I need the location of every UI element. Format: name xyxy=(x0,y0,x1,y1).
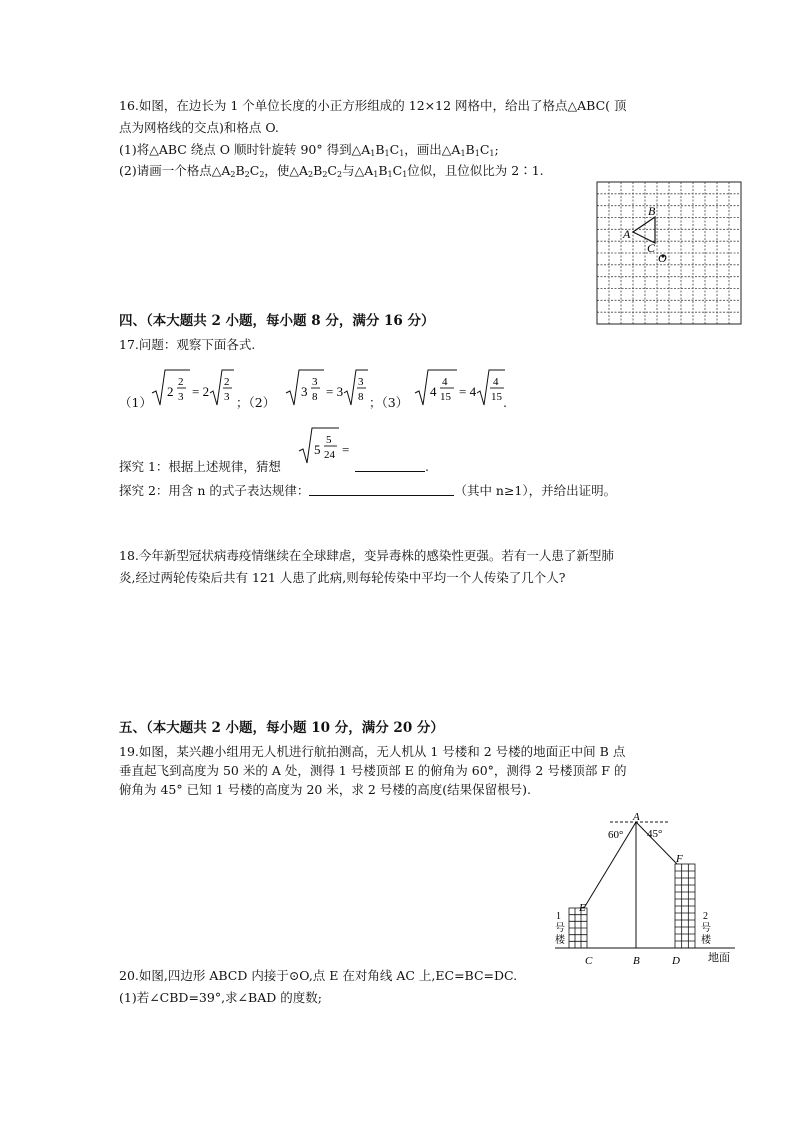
bldg2-label-2: 号 xyxy=(701,923,711,934)
svg-text:2: 2 xyxy=(167,384,174,399)
q19-line2: 垂直起飞到高度为 50 米的 A 处，测得 1 号楼顶部 E 的俯角为 60°，测得 2 号楼顶部 F 的 xyxy=(119,763,627,778)
svg-text:= 4: = 4 xyxy=(459,384,477,399)
ground-label: 地面 xyxy=(708,952,730,964)
q17-explore1: 探究 1：根据上述规律，猜想 xyxy=(119,459,281,474)
section-5-title: 五、（本大题共 2 小题，每小题 10 分，满分 20 分） xyxy=(119,720,444,736)
label-a: A xyxy=(623,227,631,241)
q17-item1-label: （1） xyxy=(119,395,152,410)
svg-text:24: 24 xyxy=(324,449,335,461)
q19-drone-figure xyxy=(550,810,740,970)
label-c: C xyxy=(585,955,593,967)
q17-intro: 17.问题：观察下面各式. xyxy=(119,337,256,352)
q17-formula-2 xyxy=(284,367,369,411)
q19-line3: 俯角为 45° 已知 1 号楼的高度为 20 米，求 2 号楼的高度(结果保留根号). xyxy=(119,782,531,797)
q16-line1: 16.如图，在边长为 1 个单位长度的小正方形组成的 12×12 网格中，给出了格点△ABC( 顶 xyxy=(119,98,627,113)
svg-text:4: 4 xyxy=(442,376,448,388)
svg-text:5: 5 xyxy=(314,442,321,457)
svg-text:= 3: = 3 xyxy=(326,384,344,399)
svg-text:3: 3 xyxy=(358,376,364,388)
q17-item2-label: ；（2） xyxy=(236,395,276,410)
svg-text:3: 3 xyxy=(224,391,230,403)
building-2 xyxy=(675,864,695,948)
q17-formula-1 xyxy=(150,367,235,411)
bldg1-label-2: 号 xyxy=(555,923,565,934)
q17-item3-end: . xyxy=(503,395,507,410)
bldg1-label-3: 楼 xyxy=(555,935,565,946)
q18-line2: 炎,经过两轮传染后共有 121 人患了此病,则每轮传染中平均一个人传染了几个人? xyxy=(119,570,566,585)
svg-text:15: 15 xyxy=(491,391,502,403)
bldg2-label-1: 2 xyxy=(703,911,708,922)
svg-text:4: 4 xyxy=(493,376,499,388)
q19-line1: 19.如图，某兴趣小组用无人机进行航拍测高，无人机从 1 号楼和 2 号楼的地面正中间 B 点 xyxy=(119,744,626,759)
angle-45: 45° xyxy=(647,828,663,840)
q17-item3-label: ；（3） xyxy=(369,395,409,410)
svg-text:8: 8 xyxy=(312,391,318,403)
label-c: C xyxy=(647,241,656,255)
svg-text:2: 2 xyxy=(224,376,230,388)
q17-explore1-formula xyxy=(297,425,359,469)
svg-text:2: 2 xyxy=(178,376,184,388)
label-o: O xyxy=(658,251,667,265)
q17-explore1-blank[interactable]: . xyxy=(355,459,429,475)
q20-line2: (1)若∠CBD=39°,求∠BAD 的度数; xyxy=(119,990,322,1005)
svg-text:= 2: = 2 xyxy=(192,384,210,399)
svg-text:5: 5 xyxy=(326,434,332,446)
section-4-title: 四、（本大题共 2 小题，每小题 8 分，满分 16 分） xyxy=(119,313,435,329)
svg-text:=: = xyxy=(342,442,350,457)
q18-line1: 18.今年新型冠状病毒疫情继续在全球肆虐，变异毒株的感染性更强。若有一人患了新型肺 xyxy=(119,548,614,563)
label-b: B xyxy=(648,204,656,218)
q20-line1: 20.如图,四边形 ABCD 内接于⊙O,点 E 在对角线 AC 上,EC=BC=DC. xyxy=(119,968,518,983)
q17-explore2: 探究 2：用含 n 的式子表达规律： （其中 n≥1），并给出证明。 xyxy=(119,483,617,498)
svg-text:8: 8 xyxy=(358,391,364,403)
q17-formula-3 xyxy=(413,367,507,411)
svg-text:3: 3 xyxy=(312,376,318,388)
q17-explore2-blank[interactable] xyxy=(309,483,454,496)
building-1 xyxy=(569,908,587,948)
label-d: D xyxy=(672,955,680,967)
q16-line2: 点为网格线的交点)和格点 O. xyxy=(119,120,279,135)
label-a: A xyxy=(633,811,640,823)
bldg2-label-3: 楼 xyxy=(701,935,711,946)
svg-text:3: 3 xyxy=(178,391,184,403)
q16-part1: (1)将△ABC 绕点 O 顺时针旋转 90° 得到$\triangle A_1B_1C_1$，画出$\triangle A_1B_1C_1$; xyxy=(119,142,499,158)
bldg1-label-1: 1 xyxy=(556,911,561,922)
q16-grid-figure xyxy=(596,181,742,325)
label-b: B xyxy=(633,955,640,967)
label-e: E xyxy=(579,902,586,914)
angle-60: 60° xyxy=(608,829,624,841)
q16-part2: (2)请画一个格点$\triangle A_2B_2C_2$，使$\triangle A_2B_2C_2$与$\triangle A_1B_1C_1$位似，且位似比为 2∶1. xyxy=(119,163,544,179)
label-f: F xyxy=(676,853,683,865)
triangle-abc xyxy=(633,217,655,243)
svg-text:3: 3 xyxy=(301,384,308,399)
svg-text:4: 4 xyxy=(430,384,437,399)
svg-text:15: 15 xyxy=(440,391,451,403)
